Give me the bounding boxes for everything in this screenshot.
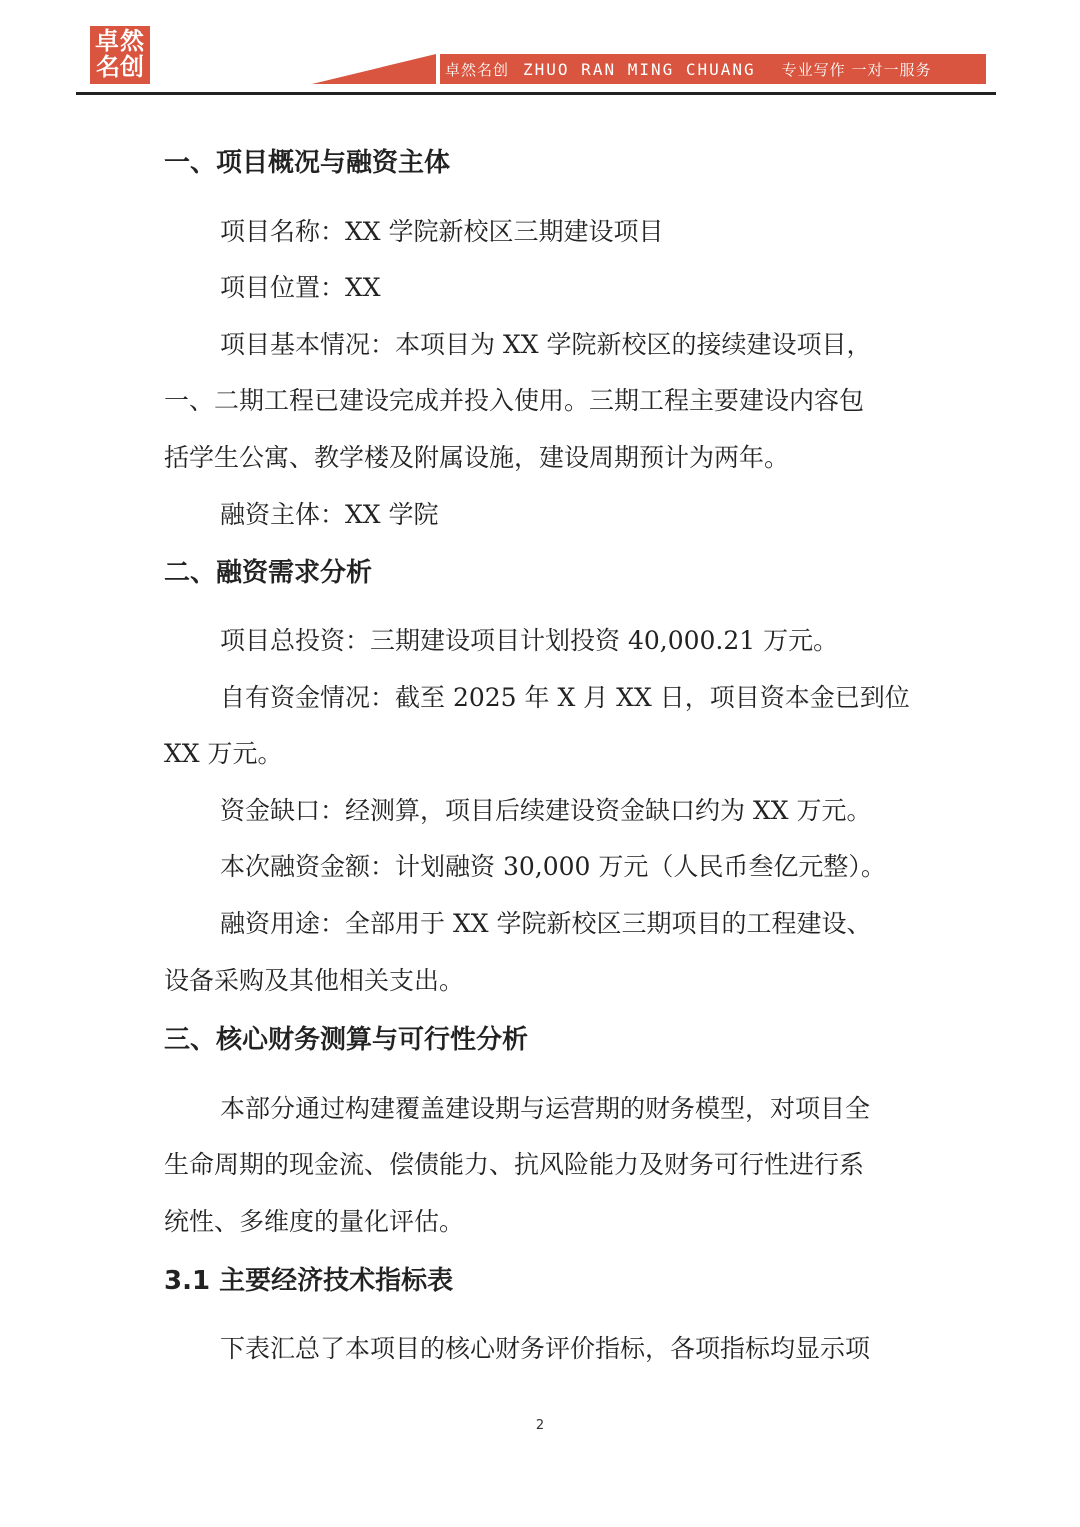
financing-use-line-2: 设备采购及其他相关支出。 <box>164 966 465 995</box>
project-name: 项目名称：XX 学院新校区三期建设项目 <box>220 217 664 246</box>
section-3-1-text-line-1: 下表汇总了本项目的核心财务评价指标，各项指标均显示项 <box>220 1334 871 1363</box>
own-funds-line-1: 自有资金情况：截至 2025 年 X 月 XX 日，项目资本金已到位 <box>220 683 910 712</box>
project-location: 项目位置：XX <box>220 273 381 302</box>
funding-gap: 资金缺口：经测算，项目后续建设资金缺口约为 XX 万元。 <box>220 796 872 825</box>
header-rule <box>76 92 996 95</box>
section-2-heading: 二、融资需求分析 <box>164 558 373 588</box>
section-3-intro-line-2: 生命周期的现金流、偿债能力、抗风险能力及财务可行性进行系 <box>164 1150 865 1179</box>
section-3-1-heading: 3.1 主要经济技术指标表 <box>164 1266 454 1296</box>
banner-text <box>445 58 985 82</box>
banner-en: ZHUO RAN MING CHUANG <box>523 60 756 79</box>
page-header <box>0 0 1080 110</box>
logo-line-2: 名创 <box>96 53 144 81</box>
logo-line-1: 卓然 <box>95 27 145 55</box>
banner-tagline: 专业写作 一对一服务 <box>781 61 932 79</box>
project-basic-line-3: 括学生公寓、教学楼及附属设施，建设周期预计为两年。 <box>164 443 790 472</box>
banner-cn: 卓然名创 <box>445 61 510 79</box>
project-basic-line-2: 一、二期工程已建设完成并投入使用。三期工程主要建设内容包 <box>164 386 865 415</box>
section-3-intro-line-1: 本部分通过构建覆盖建设期与运营期的财务模型，对项目全 <box>220 1094 871 1123</box>
financing-amount: 本次融资金额：计划融资 30,000 万元（人民币叁亿元整）。 <box>220 852 886 881</box>
total-investment: 项目总投资：三期建设项目计划投资 40,000.21 万元。 <box>220 626 839 655</box>
financing-use-line-1: 融资用途：全部用于 XX 学院新校区三期项目的工程建设、 <box>220 909 872 938</box>
page-number: 2 <box>535 1418 545 1433</box>
section-3-intro-line-3: 统性、多维度的量化评估。 <box>164 1207 465 1236</box>
own-funds-line-2: XX 万元。 <box>164 739 283 768</box>
section-1-heading: 一、项目概况与融资主体 <box>164 148 451 178</box>
project-basic-line-1: 项目基本情况：本项目为 XX 学院新校区的接续建设项目， <box>220 330 872 359</box>
section-3-heading: 三、核心财务测算与可行性分析 <box>164 1025 529 1055</box>
financing-subject: 融资主体：XX 学院 <box>220 500 439 529</box>
